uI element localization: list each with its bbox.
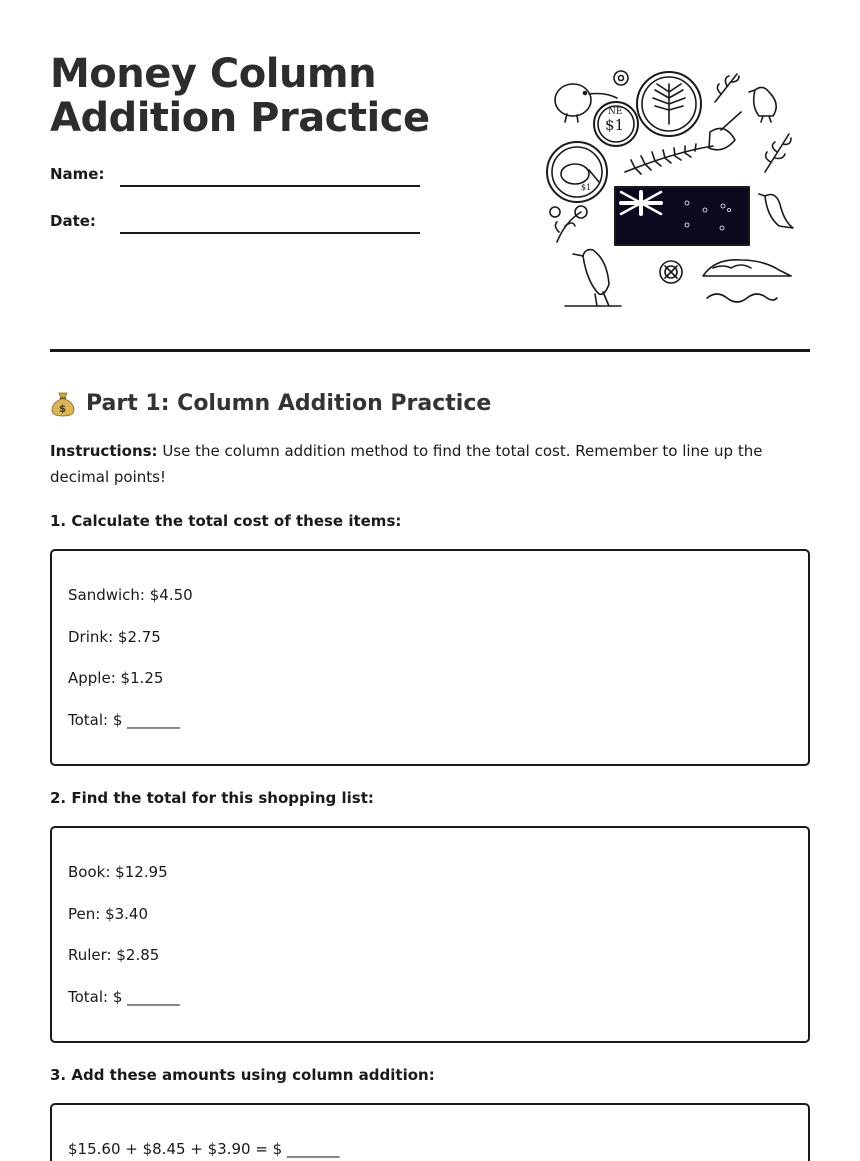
- question-1-item-apple: Apple: $1.25: [68, 669, 164, 687]
- header-divider: [50, 349, 810, 352]
- question-1-item-sandwich: Sandwich: $4.50: [68, 586, 193, 604]
- instructions-label: Instructions:: [50, 442, 158, 460]
- instructions: [50, 438, 810, 490]
- bird-icon: [749, 87, 776, 122]
- coin-value-text: $1: [605, 116, 625, 134]
- coin-two-text: $1: [581, 183, 592, 192]
- flower-icon: [550, 206, 587, 242]
- question-1-item-drink: Drink: $2.75: [68, 628, 161, 646]
- coin-small-text: NE: [608, 107, 623, 117]
- flower-icon: [660, 261, 682, 283]
- money-bag-icon: [50, 389, 76, 417]
- question-2-item-book: Book: $12.95: [68, 863, 168, 881]
- coin-icon: [637, 72, 701, 136]
- new-zealand-illustration: [545, 62, 795, 312]
- question-2-item-pen: Pen: $3.40: [68, 905, 149, 923]
- svg-text:$: $: [59, 404, 66, 415]
- date-label: Date:: [50, 212, 96, 230]
- question-3-heading: 3. Add these amounts using column addition:: [50, 1066, 435, 1084]
- instructions-text: Use the column addition method to find the total cost. Remember to line up the decimal points!: [50, 442, 763, 486]
- question-2-total[interactable]: Total: $ _______: [68, 988, 180, 1006]
- coin-icon: [594, 102, 638, 146]
- section-title-text: Part 1: Column Addition Practice: [86, 390, 492, 416]
- question-1-heading: 1. Calculate the total cost of these items:: [50, 512, 402, 530]
- fern-icon: [715, 74, 739, 102]
- worksheet-page: [50, 0, 810, 1161]
- flower-icon: [614, 71, 628, 85]
- bird-icon: [709, 112, 741, 150]
- date-input-line[interactable]: [120, 232, 420, 234]
- question-2-box: [50, 826, 810, 1043]
- flag-icon: [615, 187, 749, 245]
- section-title: [50, 389, 491, 417]
- question-2-heading: 2. Find the total for this shopping list:: [50, 789, 374, 807]
- question-3-equation[interactable]: $15.60 + $8.45 + $3.90 = $ _______: [68, 1140, 340, 1158]
- island-icon: [703, 260, 791, 302]
- question-2-item-ruler: Ruler: $2.85: [68, 946, 160, 964]
- name-label: Name:: [50, 165, 105, 183]
- worksheet-header: [50, 0, 810, 352]
- fern-icon: [765, 134, 791, 172]
- title-line-2: Addition Practice: [50, 95, 430, 141]
- question-1-total[interactable]: Total: $ _______: [68, 711, 180, 729]
- fern-icon: [625, 144, 713, 174]
- bird-icon: [565, 250, 621, 306]
- question-3-box: [50, 1103, 810, 1161]
- question-1-box: [50, 549, 810, 766]
- page-title: [50, 52, 430, 140]
- title-line-1: Money Column: [50, 51, 377, 97]
- name-input-line[interactable]: [120, 185, 420, 187]
- coin-icon: [547, 142, 607, 202]
- bird-icon: [759, 194, 793, 228]
